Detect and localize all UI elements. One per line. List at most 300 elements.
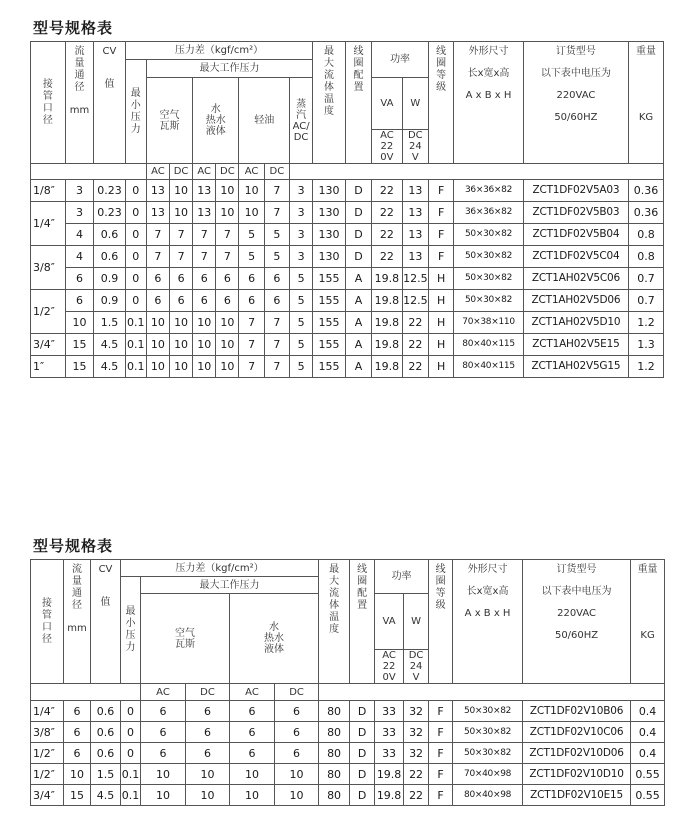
- table-cell: 22: [404, 785, 429, 806]
- table-cell: 6: [141, 743, 186, 764]
- table-cell: 6: [64, 701, 91, 722]
- table-cell: 0.9: [94, 268, 126, 290]
- table-cell: 10: [193, 356, 216, 378]
- header-max-pressure: 最大工作压力: [141, 577, 319, 594]
- table-cell: 3/8″: [31, 246, 66, 290]
- table-cell: 0.9: [94, 290, 126, 312]
- table-cell: 6: [264, 290, 289, 312]
- table-cell: 22: [372, 246, 403, 268]
- table-cell: 0.6: [91, 701, 121, 722]
- header-pressure-group: 压力差（kgf/cm²）: [125, 42, 312, 60]
- table-cell: F: [429, 246, 454, 268]
- table-cell: 0.8: [629, 224, 664, 246]
- header-temp: 最大流体温度: [313, 42, 346, 164]
- table-cell: 0.36: [629, 180, 664, 202]
- table-cell: 0.6: [91, 722, 121, 743]
- table-cell: 1.2: [629, 356, 664, 378]
- table-cell: 3: [289, 246, 312, 268]
- table-cell: 155: [313, 290, 346, 312]
- spec-section-1: [30, 18, 664, 378]
- table-cell: 6: [216, 290, 239, 312]
- table-cell: 130: [313, 180, 346, 202]
- table-cell: ZCT1DF02V10C06: [523, 722, 631, 743]
- table-cell: ZCT1DF02V10D06: [523, 743, 631, 764]
- table-cell: 33: [375, 743, 404, 764]
- table-cell: ZCT1DF02V5C04: [523, 246, 628, 268]
- table-cell: A: [345, 290, 371, 312]
- table-cell: 10: [230, 764, 275, 785]
- table-cell: 19.8: [375, 764, 404, 785]
- table-cell: D: [350, 701, 375, 722]
- table-cell: 7: [239, 312, 264, 334]
- header-coil-grade: 线圈等级: [429, 42, 454, 164]
- table-cell: 6: [141, 701, 186, 722]
- table-cell: 155: [313, 356, 346, 378]
- header-flow: 流量通径 mm: [64, 560, 91, 684]
- table-cell: 3: [289, 224, 312, 246]
- table-row: [31, 334, 664, 356]
- table-cell: 155: [313, 312, 346, 334]
- table-cell: 10: [216, 356, 239, 378]
- table-cell: A: [345, 356, 371, 378]
- table-cell: 10: [141, 785, 186, 806]
- table-cell: 0: [125, 268, 146, 290]
- section-title: 型号规格表: [33, 19, 114, 37]
- table-cell: 3: [65, 202, 93, 224]
- table-cell: 50×30×82: [453, 743, 523, 764]
- header-spacer: [31, 164, 147, 180]
- header-flow: 流量通径 mm: [65, 42, 93, 164]
- table-cell: H: [429, 312, 454, 334]
- table-cell: F: [429, 785, 453, 806]
- header-spacer: [319, 684, 665, 701]
- table-cell: 7: [216, 246, 239, 268]
- header-oil: 轻油: [239, 78, 290, 164]
- spec-table-1: [30, 41, 664, 378]
- table-cell: 4.5: [94, 356, 126, 378]
- table-cell: ZCT1AH02V5C06: [523, 268, 628, 290]
- table-cell: A: [345, 334, 371, 356]
- table-cell: 10: [216, 180, 239, 202]
- table-cell: 155: [313, 334, 346, 356]
- table-cell: 3: [289, 202, 312, 224]
- table-cell: 0: [125, 224, 146, 246]
- table-cell: 5: [289, 334, 312, 356]
- header-power: 功率: [372, 42, 429, 78]
- table-cell: 0.55: [631, 764, 665, 785]
- header-va: VA: [375, 594, 404, 650]
- table-cell: 3: [289, 180, 312, 202]
- table-cell: ZCT1DF02V5A03: [523, 180, 628, 202]
- table-cell: F: [429, 224, 454, 246]
- table-cell: 3: [65, 180, 93, 202]
- table-cell: 10: [230, 785, 275, 806]
- header-coil-pos: 线圈配置: [350, 560, 375, 684]
- table-cell: F: [429, 743, 453, 764]
- header-dc: DC: [264, 164, 289, 180]
- table-cell: 1.2: [629, 312, 664, 334]
- table-cell: ZCT1DF02V5B04: [523, 224, 628, 246]
- table-cell: H: [429, 290, 454, 312]
- table-cell: D: [345, 224, 371, 246]
- header-air: 空气 瓦斯: [141, 594, 230, 684]
- table-cell: D: [350, 743, 375, 764]
- table-cell: 36×36×82: [454, 202, 524, 224]
- table-cell: 13: [402, 246, 428, 268]
- table-cell: 7: [146, 246, 169, 268]
- table-cell: 13: [146, 202, 169, 224]
- table-cell: 13: [402, 180, 428, 202]
- table-cell: 10: [275, 785, 319, 806]
- table-cell: ZCT1AH02V5D06: [523, 290, 628, 312]
- table-cell: 7: [193, 224, 216, 246]
- table-cell: 1/8″: [31, 180, 66, 202]
- table-cell: 5: [239, 246, 264, 268]
- table-row: [31, 785, 665, 806]
- table-cell: 33: [375, 701, 404, 722]
- header-ac: AC: [193, 164, 216, 180]
- header-min-pressure: 最小压力: [125, 60, 146, 164]
- table-cell: 7: [264, 334, 289, 356]
- header-ac: AC: [239, 164, 264, 180]
- table-cell: 70×40×98: [453, 764, 523, 785]
- table-cell: 0.6: [91, 743, 121, 764]
- table-cell: 10: [169, 202, 192, 224]
- table-cell: 6: [65, 268, 93, 290]
- table-cell: 10: [216, 312, 239, 334]
- table-cell: 10: [146, 356, 169, 378]
- header-va: VA: [372, 78, 403, 130]
- header-dc24: DC24V: [402, 130, 428, 164]
- table-cell: 0.7: [629, 290, 664, 312]
- table-cell: 13: [193, 202, 216, 224]
- table-cell: 0.4: [631, 722, 665, 743]
- table-cell: D: [345, 246, 371, 268]
- table-cell: 10: [169, 334, 192, 356]
- table-cell: ZCT1DF02V10E15: [523, 785, 631, 806]
- table-cell: 6: [169, 268, 192, 290]
- header-pipe: 接管口径: [31, 560, 64, 684]
- table-cell: 130: [313, 246, 346, 268]
- table-cell: 6: [186, 701, 230, 722]
- table-cell: 10: [216, 202, 239, 224]
- table-cell: 7: [239, 356, 264, 378]
- header-air: 空气 瓦斯: [146, 78, 192, 164]
- table-cell: 32: [404, 701, 429, 722]
- table-cell: H: [429, 268, 454, 290]
- table-cell: ZCT1AH02V5D10: [523, 312, 628, 334]
- header-w: W: [404, 594, 429, 650]
- header-ac: AC: [146, 164, 169, 180]
- table-cell: 3/4″: [31, 334, 66, 356]
- table-cell: 80×40×115: [454, 356, 524, 378]
- table-row: [31, 290, 664, 312]
- table-cell: 10: [169, 356, 192, 378]
- table-row: [31, 268, 664, 290]
- header-ac220: AC220V: [375, 650, 404, 684]
- table-cell: 7: [264, 312, 289, 334]
- header-max-pressure: 最大工作压力: [146, 60, 312, 78]
- table-cell: 50×30×82: [454, 224, 524, 246]
- table-cell: 7: [169, 224, 192, 246]
- header-order: 订货型号 以下表中电压为 220VAC 50/60HZ: [523, 560, 631, 684]
- header-min-pressure: 最小压力: [121, 577, 141, 684]
- table-cell: 130: [313, 224, 346, 246]
- table-cell: 1/2″: [31, 764, 64, 785]
- header-dc24: DC24V: [404, 650, 429, 684]
- table-cell: 10: [193, 312, 216, 334]
- header-coil-grade: 线圈等级: [429, 560, 453, 684]
- table-cell: 5: [239, 224, 264, 246]
- table-cell: 6: [239, 268, 264, 290]
- header-order: 订货型号 以下表中电压为 220VAC 50/60HZ: [523, 42, 628, 164]
- table-cell: 50×30×82: [454, 268, 524, 290]
- table-cell: 6: [216, 268, 239, 290]
- table-row: [31, 246, 664, 268]
- table-cell: 7: [169, 246, 192, 268]
- table-cell: 6: [193, 268, 216, 290]
- table-cell: 7: [264, 180, 289, 202]
- table-cell: 5: [289, 356, 312, 378]
- table-cell: 0: [125, 246, 146, 268]
- table-cell: D: [345, 180, 371, 202]
- table-cell: 15: [64, 785, 91, 806]
- header-dc: DC: [216, 164, 239, 180]
- header-water: 水 热水 液体: [230, 594, 319, 684]
- section-title: 型号规格表: [33, 537, 114, 555]
- header-dc: DC: [169, 164, 192, 180]
- table-cell: 50×30×82: [453, 701, 523, 722]
- table-cell: 4: [65, 246, 93, 268]
- table-cell: 0: [121, 743, 141, 764]
- table-cell: 6: [193, 290, 216, 312]
- table-cell: 22: [402, 356, 428, 378]
- table-cell: 6: [146, 290, 169, 312]
- header-spacer: [289, 164, 663, 180]
- table-cell: 5: [289, 312, 312, 334]
- table-cell: 10: [65, 312, 93, 334]
- table-cell: 50×30×82: [454, 290, 524, 312]
- header-cv: CV 值: [94, 42, 126, 164]
- table-cell: F: [429, 764, 453, 785]
- table-cell: 6: [65, 290, 93, 312]
- header-ac: AC: [230, 684, 275, 701]
- table-cell: 10: [146, 334, 169, 356]
- table-cell: 15: [65, 356, 93, 378]
- table-cell: 1″: [31, 356, 66, 378]
- header-spacer: [31, 684, 141, 701]
- table-cell: 0: [125, 180, 146, 202]
- table-row: [31, 743, 665, 764]
- table-cell: 13: [402, 224, 428, 246]
- table-cell: 6: [186, 722, 230, 743]
- header-pressure-group: 压力差（kgf/cm²）: [121, 560, 319, 577]
- table-cell: ZCT1AH02V5G15: [523, 356, 628, 378]
- table-cell: 7: [264, 356, 289, 378]
- table-cell: 10: [275, 764, 319, 785]
- table-cell: 10: [239, 202, 264, 224]
- table-cell: 1/4″: [31, 202, 66, 246]
- table-cell: 22: [404, 764, 429, 785]
- table-cell: 5: [264, 246, 289, 268]
- table-cell: 1.5: [94, 312, 126, 334]
- table-cell: 33: [375, 722, 404, 743]
- table-cell: 22: [402, 334, 428, 356]
- table-cell: 10: [141, 764, 186, 785]
- table-row: [31, 356, 664, 378]
- spec-table-2: [30, 559, 665, 806]
- table-cell: 130: [313, 202, 346, 224]
- table-cell: 12.5: [402, 290, 428, 312]
- table-cell: 6: [146, 268, 169, 290]
- header-power: 功率: [375, 560, 429, 594]
- table-cell: ZCT1DF02V10B06: [523, 701, 631, 722]
- table-cell: 7: [239, 334, 264, 356]
- header-coil-pos: 线圈配置: [345, 42, 371, 164]
- table-cell: 0.4: [631, 743, 665, 764]
- header-dc: DC: [186, 684, 230, 701]
- table-cell: 10: [186, 785, 230, 806]
- table-cell: 6: [169, 290, 192, 312]
- table-cell: ZCT1AH02V5E15: [523, 334, 628, 356]
- table-cell: D: [350, 764, 375, 785]
- table-cell: 12.5: [402, 268, 428, 290]
- table-cell: 19.8: [372, 334, 403, 356]
- table-cell: 0.1: [121, 785, 141, 806]
- table-cell: 0.1: [125, 356, 146, 378]
- table-cell: 13: [146, 180, 169, 202]
- table-cell: 0: [125, 202, 146, 224]
- table-cell: 0.6: [94, 224, 126, 246]
- header-ac: AC: [141, 684, 186, 701]
- table-cell: 6: [230, 722, 275, 743]
- header-dc: DC: [275, 684, 319, 701]
- table-cell: 0.23: [94, 180, 126, 202]
- header-pipe: 接管口径: [31, 42, 66, 164]
- table-row: [31, 722, 665, 743]
- header-dims: 外形尺寸 长x宽x高 A x B x H: [453, 560, 523, 684]
- table-cell: 0.6: [94, 246, 126, 268]
- table-cell: 36×36×82: [454, 180, 524, 202]
- table-cell: 22: [402, 312, 428, 334]
- header-weight: 重量 KG: [629, 42, 664, 164]
- table-cell: 10: [169, 180, 192, 202]
- table-cell: 80: [319, 764, 350, 785]
- table-cell: 80: [319, 743, 350, 764]
- table-cell: 19.8: [372, 290, 403, 312]
- table-cell: 6: [230, 701, 275, 722]
- table-cell: 50×30×82: [453, 722, 523, 743]
- header-temp: 最大流体温度: [319, 560, 350, 684]
- table-cell: 80: [319, 722, 350, 743]
- table-cell: 22: [372, 180, 403, 202]
- table-cell: 0: [121, 722, 141, 743]
- table-cell: 0.8: [629, 246, 664, 268]
- table-cell: 15: [65, 334, 93, 356]
- table-cell: 1/2″: [31, 743, 64, 764]
- table-cell: H: [429, 356, 454, 378]
- table-cell: 80: [319, 701, 350, 722]
- header-cv: CV 值: [91, 560, 121, 684]
- table-cell: 1/2″: [31, 290, 66, 334]
- table-cell: 80×40×115: [454, 334, 524, 356]
- table-cell: 0.36: [629, 202, 664, 224]
- table-cell: 6: [230, 743, 275, 764]
- table-cell: D: [345, 202, 371, 224]
- table-cell: 0: [121, 701, 141, 722]
- table-cell: 70×38×110: [454, 312, 524, 334]
- table-cell: 7: [264, 202, 289, 224]
- table-cell: 1.3: [629, 334, 664, 356]
- table-cell: 0.7: [629, 268, 664, 290]
- table-cell: 6: [64, 722, 91, 743]
- table-cell: 80: [319, 785, 350, 806]
- table-cell: 0.1: [125, 334, 146, 356]
- table-cell: 32: [404, 722, 429, 743]
- table-row: [31, 764, 665, 785]
- table-cell: 6: [264, 268, 289, 290]
- table-cell: 19.8: [372, 268, 403, 290]
- table-cell: 19.8: [372, 312, 403, 334]
- table-cell: 6: [186, 743, 230, 764]
- table-cell: 80×40×98: [453, 785, 523, 806]
- header-ac220: AC220V: [372, 130, 403, 164]
- table-cell: 6: [275, 722, 319, 743]
- header-weight: 重量 KG: [631, 560, 665, 684]
- table-cell: 10: [169, 312, 192, 334]
- table-cell: F: [429, 202, 454, 224]
- table-cell: 0.55: [631, 785, 665, 806]
- table-cell: 32: [404, 743, 429, 764]
- table-cell: 10: [193, 334, 216, 356]
- table-cell: 5: [289, 268, 312, 290]
- table-cell: F: [429, 701, 453, 722]
- spec-section-2: [30, 536, 665, 806]
- table-row: [31, 224, 664, 246]
- table-cell: 6: [239, 290, 264, 312]
- table-cell: ZCT1DF02V5B03: [523, 202, 628, 224]
- table-cell: ZCT1DF02V10D10: [523, 764, 631, 785]
- table-cell: 13: [193, 180, 216, 202]
- table-cell: 1.5: [91, 764, 121, 785]
- table-cell: 0.1: [125, 312, 146, 334]
- table-cell: 0.23: [94, 202, 126, 224]
- table-cell: F: [429, 722, 453, 743]
- table-cell: 10: [186, 764, 230, 785]
- table-cell: 19.8: [372, 356, 403, 378]
- table-row: [31, 202, 664, 224]
- table-cell: 10: [64, 764, 91, 785]
- table-cell: H: [429, 334, 454, 356]
- table-cell: 22: [372, 224, 403, 246]
- table-cell: 50×30×82: [454, 246, 524, 268]
- header-w: W: [402, 78, 428, 130]
- table-cell: D: [350, 722, 375, 743]
- table-cell: 7: [193, 246, 216, 268]
- table-cell: A: [345, 312, 371, 334]
- table-cell: D: [350, 785, 375, 806]
- table-cell: 3/8″: [31, 722, 64, 743]
- table-cell: F: [429, 180, 454, 202]
- header-water: 水 热水 液体: [193, 78, 239, 164]
- table-cell: 19.8: [375, 785, 404, 806]
- table-cell: 6: [275, 743, 319, 764]
- table-row: [31, 701, 665, 722]
- table-cell: 10: [216, 334, 239, 356]
- table-cell: 22: [372, 202, 403, 224]
- table-cell: 3/4″: [31, 785, 64, 806]
- header-steam: 蒸汽 AC/DC: [289, 78, 312, 164]
